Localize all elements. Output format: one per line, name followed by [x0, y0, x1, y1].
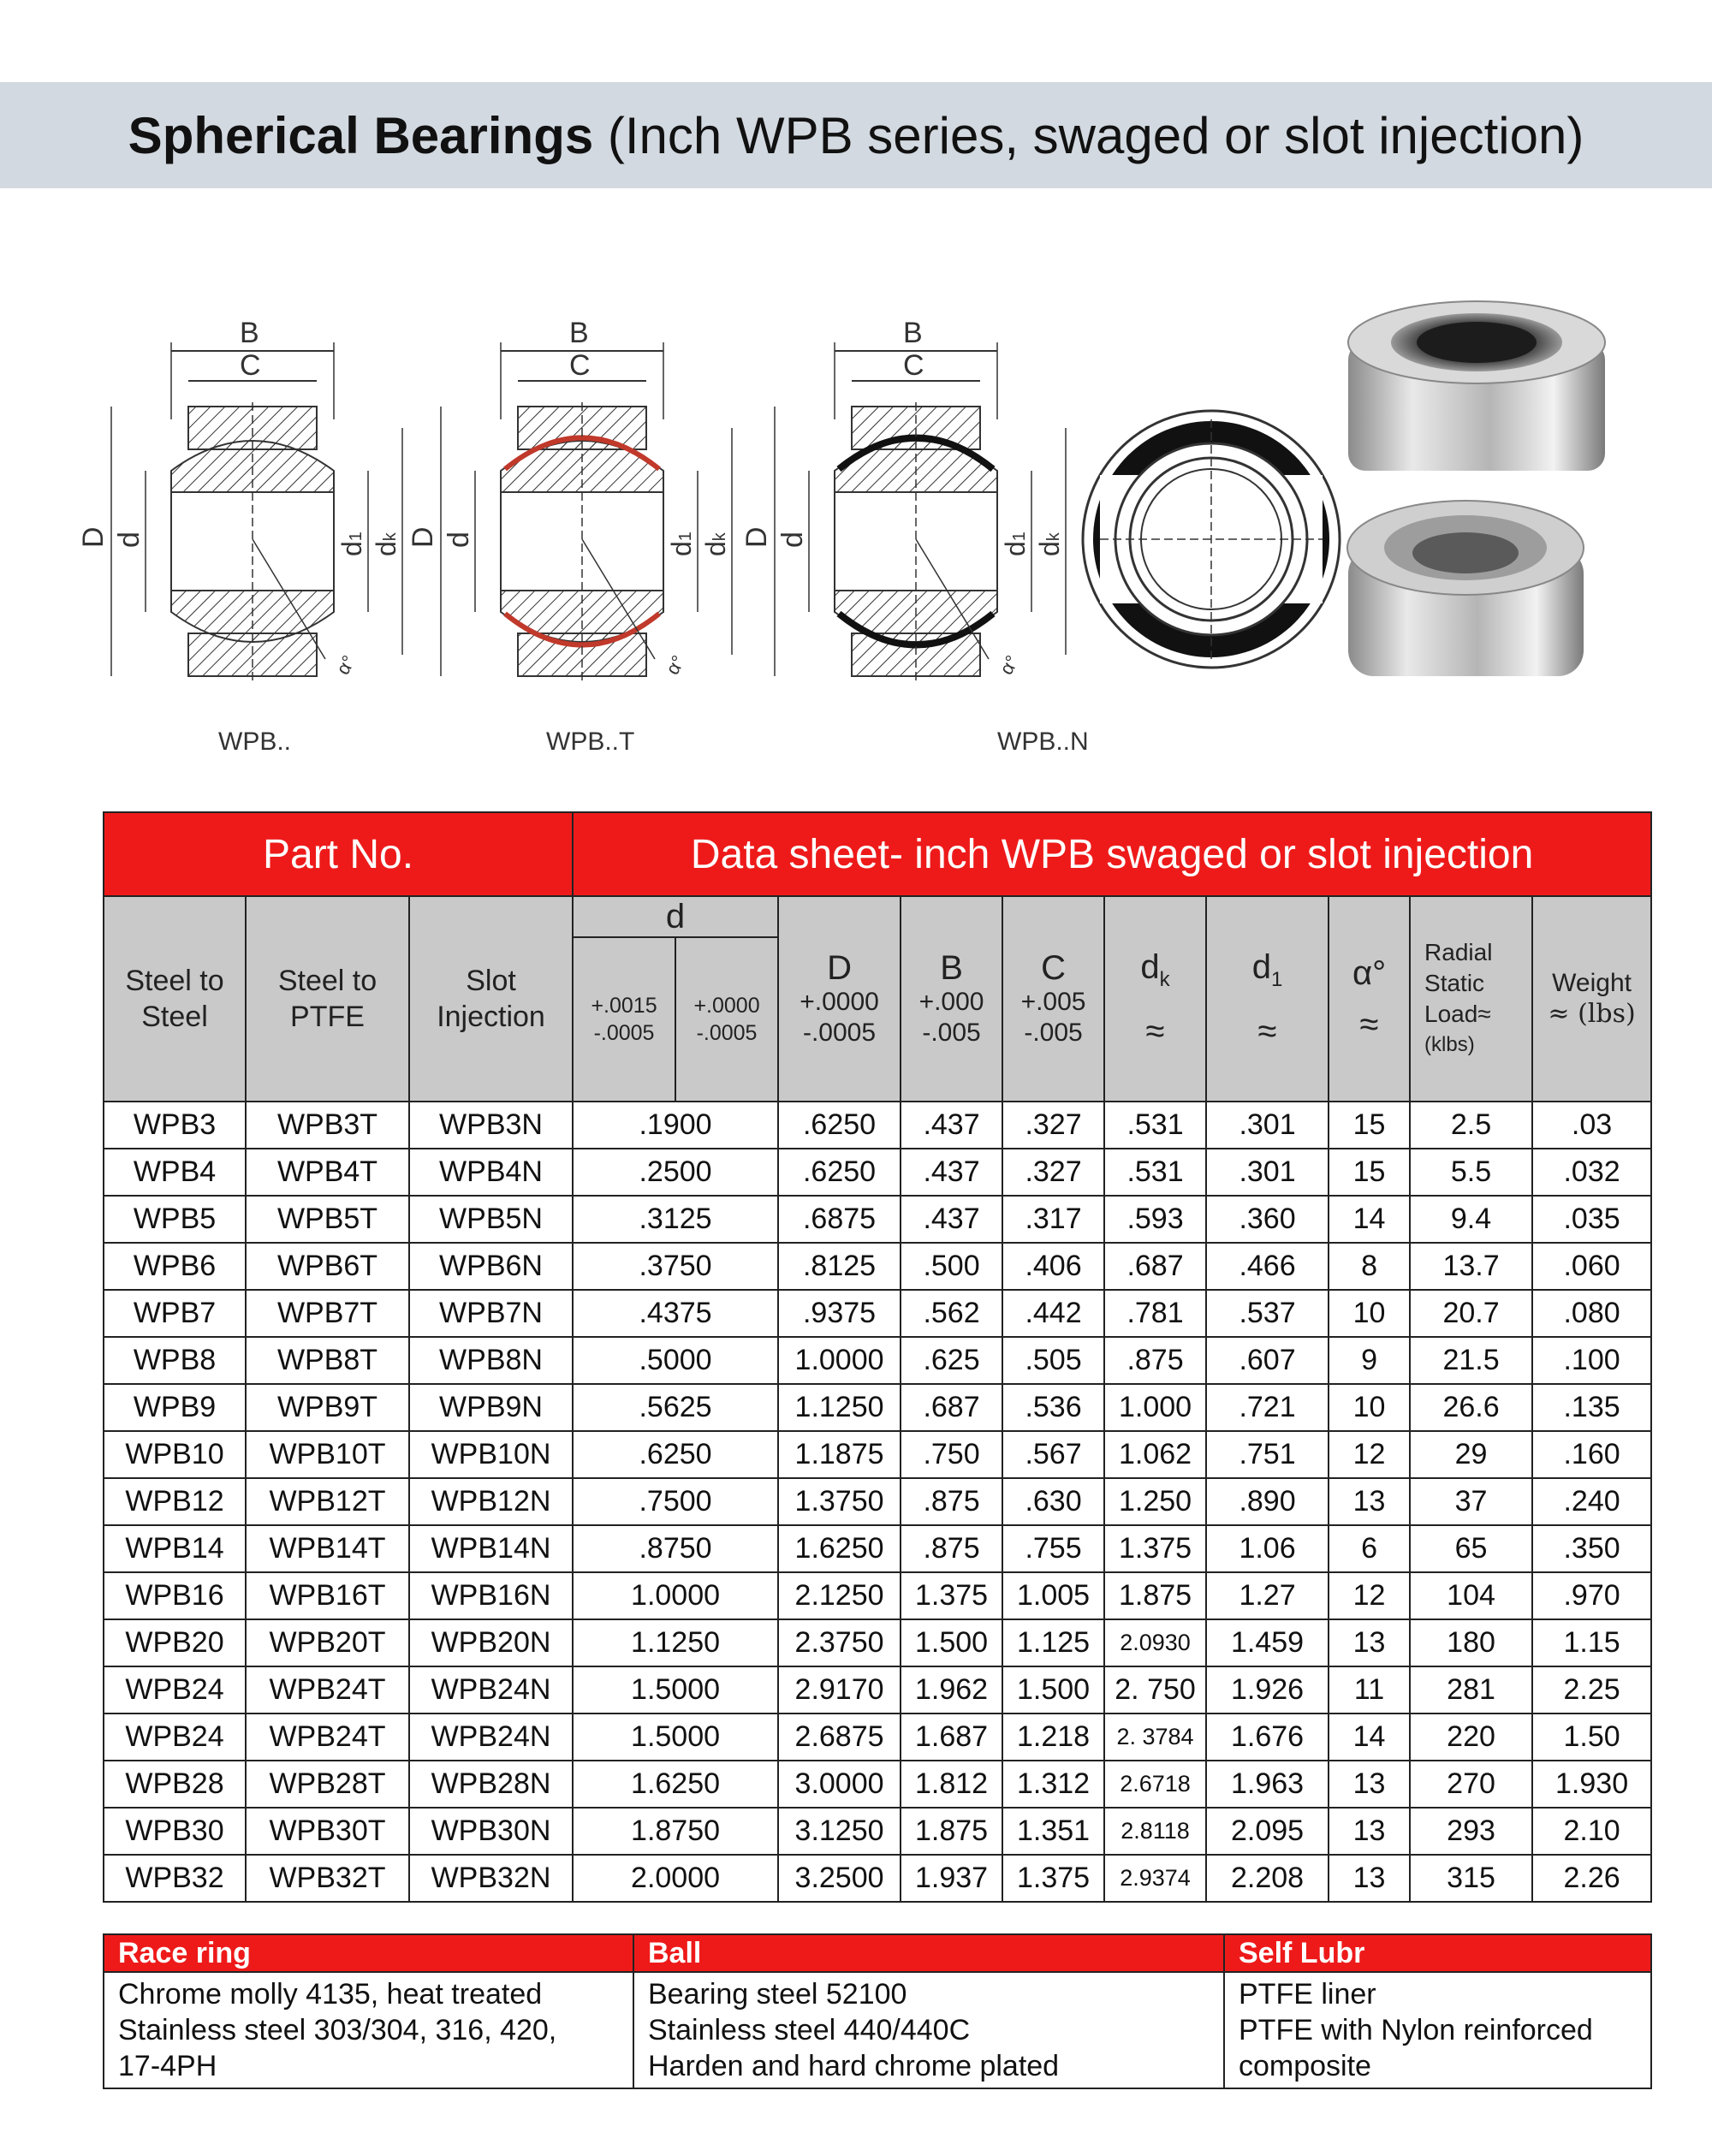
col-weight: Weight ≈ (lbs) — [1532, 896, 1651, 1102]
col-slot-injection: Slot Injection — [409, 896, 573, 1102]
self-lubr-header: Self Lubr — [1224, 1934, 1651, 1972]
table-row — [104, 1714, 1651, 1761]
cell-B: .437 — [901, 1196, 1002, 1243]
cell-C: 1.218 — [1002, 1714, 1104, 1761]
col-B: B +.000 -.005 — [901, 896, 1002, 1102]
cell-slot-injection: WPB10N — [409, 1431, 573, 1478]
cell-D: .9375 — [778, 1290, 901, 1337]
part-no-header: Part No. — [104, 812, 573, 896]
cell-B: 1.812 — [901, 1761, 1002, 1808]
cell-C: .406 — [1002, 1243, 1104, 1290]
page-title: Spherical Bearings (Inch WPB series, swaged or slot injection) — [128, 106, 1584, 164]
cell-D: 2.6875 — [778, 1714, 901, 1761]
cell-D: 1.1250 — [778, 1384, 901, 1431]
cell-dk: 2. 3784 — [1104, 1714, 1206, 1761]
cell-weight: 1.930 — [1532, 1761, 1651, 1808]
cell-weight: 2.25 — [1532, 1666, 1651, 1714]
cell-alpha: 10 — [1329, 1290, 1410, 1337]
cell-d: .5000 — [573, 1337, 778, 1384]
cell-radial-load: 37 — [1410, 1478, 1532, 1525]
cell-slot-injection: WPB3N — [409, 1102, 573, 1149]
cell-d1: .466 — [1206, 1243, 1329, 1290]
cell-alpha: 13 — [1329, 1478, 1410, 1525]
cell-d1: .721 — [1206, 1384, 1329, 1431]
cell-steel-to-ptfe: WPB4T — [246, 1149, 409, 1196]
cell-radial-load: 293 — [1410, 1808, 1532, 1855]
dim-c-label: C — [569, 349, 591, 382]
cell-slot-injection: WPB16N — [409, 1572, 573, 1619]
cell-radial-load: 180 — [1410, 1619, 1532, 1666]
cell-d1: 1.27 — [1206, 1572, 1329, 1619]
cell-alpha: 12 — [1329, 1572, 1410, 1619]
cell-d1: .751 — [1206, 1431, 1329, 1478]
cell-d: 1.6250 — [573, 1761, 778, 1808]
cell-steel-to-steel: WPB32 — [104, 1855, 246, 1902]
cell-dk: .687 — [1104, 1243, 1206, 1290]
dim-D-label: D — [740, 526, 773, 548]
cell-steel-to-steel: WPB14 — [104, 1525, 246, 1572]
ball-materials: Bearing steel 52100 Stainless steel 440/440C Harden and hard chrome plated — [633, 1972, 1224, 2088]
figure-label-wpb-t: WPB..T — [546, 728, 635, 756]
table-row — [104, 1808, 1651, 1855]
cell-radial-load: 21.5 — [1410, 1337, 1532, 1384]
cell-dk: 1.875 — [1104, 1572, 1206, 1619]
cell-slot-injection: WPB8N — [409, 1337, 573, 1384]
cell-radial-load: 9.4 — [1410, 1196, 1532, 1243]
drawing-wpb — [77, 317, 402, 685]
table-row — [104, 1478, 1651, 1525]
cell-d: 1.5000 — [573, 1714, 778, 1761]
cell-D: 1.6250 — [778, 1525, 901, 1572]
cell-D: .6250 — [778, 1149, 901, 1196]
cell-steel-to-steel: WPB4 — [104, 1149, 246, 1196]
table-row — [104, 1102, 1651, 1149]
bearing-photo-top — [1348, 301, 1605, 471]
cell-slot-injection: WPB30N — [409, 1808, 573, 1855]
cell-slot-injection: WPB32N — [409, 1855, 573, 1902]
cell-weight: 2.26 — [1532, 1855, 1651, 1902]
cell-steel-to-ptfe: WPB12T — [246, 1478, 409, 1525]
cell-weight: 1.15 — [1532, 1619, 1651, 1666]
cell-steel-to-ptfe: WPB8T — [246, 1337, 409, 1384]
col-C: C +.005 -.005 — [1002, 896, 1104, 1102]
datasheet-table — [103, 811, 1652, 1903]
cell-d: .8750 — [573, 1525, 778, 1572]
cell-C: .755 — [1002, 1525, 1104, 1572]
cell-alpha: 14 — [1329, 1714, 1410, 1761]
cell-d1: 1.459 — [1206, 1619, 1329, 1666]
cell-slot-injection: WPB5N — [409, 1196, 573, 1243]
cell-C: .317 — [1002, 1196, 1104, 1243]
col-steel-to-steel: Steel to Steel — [104, 896, 246, 1102]
cell-D: 2.1250 — [778, 1572, 901, 1619]
cell-C: .442 — [1002, 1290, 1104, 1337]
cell-steel-to-ptfe: WPB14T — [246, 1525, 409, 1572]
cell-radial-load: 5.5 — [1410, 1149, 1532, 1196]
cell-d1: 2.095 — [1206, 1808, 1329, 1855]
slot-injection-view — [1083, 411, 1340, 668]
figure-label-wpb: WPB.. — [218, 728, 292, 756]
materials-table — [103, 1933, 1652, 2089]
cell-dk: 1.062 — [1104, 1431, 1206, 1478]
cell-C: .327 — [1002, 1102, 1104, 1149]
dim-b-label: B — [569, 317, 589, 349]
cell-alpha: 9 — [1329, 1337, 1410, 1384]
cell-d: .7500 — [573, 1478, 778, 1525]
drawings-svg — [0, 282, 1712, 796]
cell-weight: .035 — [1532, 1196, 1651, 1243]
cell-weight: .135 — [1532, 1384, 1651, 1431]
bearing-drawings — [0, 282, 1712, 796]
cell-radial-load: 26.6 — [1410, 1384, 1532, 1431]
self-lubr-materials: PTFE liner PTFE with Nylon reinforced composite — [1224, 1972, 1651, 2088]
cell-weight: .100 — [1532, 1337, 1651, 1384]
col-alpha: α° ≈ — [1329, 896, 1410, 1102]
cell-steel-to-steel: WPB7 — [104, 1290, 246, 1337]
cell-d1: 2.208 — [1206, 1855, 1329, 1902]
cell-D: .6875 — [778, 1196, 901, 1243]
bearing-photo-bottom — [1347, 501, 1584, 676]
dim-b-label: B — [903, 317, 923, 349]
cell-dk: .875 — [1104, 1337, 1206, 1384]
table-row — [104, 1855, 1651, 1902]
cell-slot-injection: WPB28N — [409, 1761, 573, 1808]
cell-steel-to-steel: WPB20 — [104, 1619, 246, 1666]
table-row — [104, 1619, 1651, 1666]
cell-D: 1.0000 — [778, 1337, 901, 1384]
dim-d-label: d — [113, 532, 146, 548]
cell-slot-injection: WPB14N — [409, 1525, 573, 1572]
cell-alpha: 6 — [1329, 1525, 1410, 1572]
cell-steel-to-ptfe: WPB7T — [246, 1290, 409, 1337]
cell-steel-to-steel: WPB6 — [104, 1243, 246, 1290]
cell-radial-load: 281 — [1410, 1666, 1532, 1714]
dim-d-label: d — [443, 532, 475, 548]
figure-label-wpb-n: WPB..N — [997, 728, 1089, 756]
cell-slot-injection: WPB24N — [409, 1666, 573, 1714]
cell-d1: 1.06 — [1206, 1525, 1329, 1572]
drawing-wpb-t — [407, 317, 732, 685]
cell-D: 2.3750 — [778, 1619, 901, 1666]
cell-d: 1.8750 — [573, 1808, 778, 1855]
dim-D-label: D — [407, 526, 439, 548]
cell-dk: 2.6718 — [1104, 1761, 1206, 1808]
cell-B: 1.375 — [901, 1572, 1002, 1619]
cell-B: 1.500 — [901, 1619, 1002, 1666]
cell-B: .500 — [901, 1243, 1002, 1290]
cell-d1: .301 — [1206, 1149, 1329, 1196]
cell-steel-to-ptfe: WPB20T — [246, 1619, 409, 1666]
cell-B: .437 — [901, 1102, 1002, 1149]
cell-radial-load: 315 — [1410, 1855, 1532, 1902]
cell-d: .4375 — [573, 1290, 778, 1337]
alpha-label: α° — [331, 651, 360, 679]
cell-d: .3750 — [573, 1243, 778, 1290]
cell-weight: .060 — [1532, 1243, 1651, 1290]
dim-c-label: C — [240, 349, 261, 382]
cell-steel-to-ptfe: WPB10T — [246, 1431, 409, 1478]
cell-alpha: 8 — [1329, 1243, 1410, 1290]
cell-steel-to-steel: WPB9 — [104, 1384, 246, 1431]
cell-steel-to-ptfe: WPB16T — [246, 1572, 409, 1619]
cell-steel-to-steel: WPB16 — [104, 1572, 246, 1619]
table-row — [104, 1149, 1651, 1196]
cell-B: 1.687 — [901, 1714, 1002, 1761]
datasheet-rows — [104, 1102, 1651, 1902]
cell-D: 1.1875 — [778, 1431, 901, 1478]
cell-dk: 2. 750 — [1104, 1666, 1206, 1714]
cell-d1: .607 — [1206, 1337, 1329, 1384]
cell-steel-to-ptfe: WPB5T — [246, 1196, 409, 1243]
cell-steel-to-ptfe: WPB24T — [246, 1714, 409, 1761]
cell-B: .687 — [901, 1384, 1002, 1431]
cell-dk: 1.375 — [1104, 1525, 1206, 1572]
cell-d1: 1.926 — [1206, 1666, 1329, 1714]
cell-d: .1900 — [573, 1102, 778, 1149]
cell-weight: .240 — [1532, 1478, 1651, 1525]
cell-steel-to-steel: WPB8 — [104, 1337, 246, 1384]
cell-alpha: 14 — [1329, 1196, 1410, 1243]
cell-steel-to-ptfe: WPB24T — [246, 1666, 409, 1714]
cell-steel-to-steel: WPB24 — [104, 1666, 246, 1714]
cell-C: .327 — [1002, 1149, 1104, 1196]
cell-d1: 1.676 — [1206, 1714, 1329, 1761]
cell-B: 1.962 — [901, 1666, 1002, 1714]
cell-slot-injection: WPB12N — [409, 1478, 573, 1525]
race-ring-materials: Chrome molly 4135, heat treated Stainless steel 303/304, 316, 420, 17-4PH — [104, 1972, 633, 2088]
cell-d: .2500 — [573, 1149, 778, 1196]
cell-dk: 2.8118 — [1104, 1808, 1206, 1855]
table-row — [104, 1290, 1651, 1337]
alpha-label: α° — [995, 651, 1024, 679]
cell-B: .875 — [901, 1478, 1002, 1525]
dim-d1-label: d1 — [336, 532, 367, 556]
cell-slot-injection: WPB9N — [409, 1384, 573, 1431]
cell-steel-to-ptfe: WPB6T — [246, 1243, 409, 1290]
cell-d1: 1.963 — [1206, 1761, 1329, 1808]
cell-B: .750 — [901, 1431, 1002, 1478]
datasheet-title-header: Data sheet- inch WPB swaged or slot injection — [573, 812, 1651, 896]
cell-dk: .593 — [1104, 1196, 1206, 1243]
cell-B: .625 — [901, 1337, 1002, 1384]
cell-radial-load: 104 — [1410, 1572, 1532, 1619]
table-row — [104, 1431, 1651, 1478]
dim-dk-label: dk — [700, 532, 731, 556]
cell-weight: .350 — [1532, 1525, 1651, 1572]
cell-slot-injection: WPB4N — [409, 1149, 573, 1196]
cell-radial-load: 220 — [1410, 1714, 1532, 1761]
cell-C: .505 — [1002, 1337, 1104, 1384]
table-row — [104, 1761, 1651, 1808]
cell-steel-to-steel: WPB28 — [104, 1761, 246, 1808]
cell-radial-load: 29 — [1410, 1431, 1532, 1478]
cell-slot-injection: WPB20N — [409, 1619, 573, 1666]
cell-alpha: 15 — [1329, 1149, 1410, 1196]
cell-C: 1.005 — [1002, 1572, 1104, 1619]
ball-header: Ball — [633, 1934, 1224, 1972]
cell-steel-to-steel: WPB12 — [104, 1478, 246, 1525]
cell-C: .630 — [1002, 1478, 1104, 1525]
cell-B: .562 — [901, 1290, 1002, 1337]
cell-weight: .080 — [1532, 1290, 1651, 1337]
col-d-tol-1: +.0015 -.0005 — [573, 937, 675, 1102]
title-bar — [0, 82, 1712, 188]
cell-D: 3.0000 — [778, 1761, 901, 1808]
table-row — [104, 1337, 1651, 1384]
table-row — [104, 1666, 1651, 1714]
col-radial-static-load: Radial Static Load≈ (klbs) — [1410, 896, 1532, 1102]
cell-D: 3.2500 — [778, 1855, 901, 1902]
cell-dk: .781 — [1104, 1290, 1206, 1337]
cell-d: .5625 — [573, 1384, 778, 1431]
cell-dk: .531 — [1104, 1102, 1206, 1149]
cell-d: .3125 — [573, 1196, 778, 1243]
cell-steel-to-steel: WPB30 — [104, 1808, 246, 1855]
cell-alpha: 13 — [1329, 1761, 1410, 1808]
cell-d: 2.0000 — [573, 1855, 778, 1902]
cell-weight: .03 — [1532, 1102, 1651, 1149]
cell-C: 1.312 — [1002, 1761, 1104, 1808]
cell-radial-load: 13.7 — [1410, 1243, 1532, 1290]
cell-d1: .301 — [1206, 1102, 1329, 1149]
col-D: D +.0000 -.0005 — [778, 896, 901, 1102]
cell-alpha: 15 — [1329, 1102, 1410, 1149]
cell-radial-load: 270 — [1410, 1761, 1532, 1808]
cell-steel-to-ptfe: WPB9T — [246, 1384, 409, 1431]
cell-C: 1.125 — [1002, 1619, 1104, 1666]
cell-weight: 1.50 — [1532, 1714, 1651, 1761]
col-dk: $d_k$ ≈ — [1104, 896, 1206, 1102]
cell-steel-to-steel: WPB3 — [104, 1102, 246, 1149]
cell-weight: .032 — [1532, 1149, 1651, 1196]
cell-dk: 2.9374 — [1104, 1855, 1206, 1902]
cell-D: .8125 — [778, 1243, 901, 1290]
cell-weight: .160 — [1532, 1431, 1651, 1478]
cell-alpha: 12 — [1329, 1431, 1410, 1478]
dim-d-label: d — [776, 532, 809, 548]
cell-dk: 2.0930 — [1104, 1619, 1206, 1666]
cell-C: 1.351 — [1002, 1808, 1104, 1855]
cell-radial-load: 65 — [1410, 1525, 1532, 1572]
col-d: d — [573, 896, 778, 937]
drawing-wpb-n — [740, 317, 1066, 685]
cell-D: .6250 — [778, 1102, 901, 1149]
cell-D: 2.9170 — [778, 1666, 901, 1714]
table-row — [104, 1525, 1651, 1572]
cell-slot-injection: WPB7N — [409, 1290, 573, 1337]
cell-steel-to-steel: WPB10 — [104, 1431, 246, 1478]
cell-alpha: 13 — [1329, 1619, 1410, 1666]
cell-weight: 2.10 — [1532, 1808, 1651, 1855]
cell-d: 1.5000 — [573, 1666, 778, 1714]
cell-d1: .360 — [1206, 1196, 1329, 1243]
cell-d1: .537 — [1206, 1290, 1329, 1337]
cell-C: 1.375 — [1002, 1855, 1104, 1902]
table-row — [104, 1384, 1651, 1431]
col-steel-to-ptfe: Steel to PTFE — [246, 896, 409, 1102]
table-row — [104, 1572, 1651, 1619]
col-d-tol-2: +.0000 -.0005 — [675, 937, 778, 1102]
cell-steel-to-ptfe: WPB30T — [246, 1808, 409, 1855]
dim-c-label: C — [903, 349, 924, 382]
cell-C: 1.500 — [1002, 1666, 1104, 1714]
cell-steel-to-ptfe: WPB32T — [246, 1855, 409, 1902]
cell-slot-injection: WPB6N — [409, 1243, 573, 1290]
dim-dk-label: dk — [371, 532, 401, 556]
cell-B: .875 — [901, 1525, 1002, 1572]
cell-steel-to-steel: WPB24 — [104, 1714, 246, 1761]
cell-steel-to-ptfe: WPB3T — [246, 1102, 409, 1149]
table-row — [104, 1196, 1651, 1243]
cell-d: 1.0000 — [573, 1572, 778, 1619]
cell-steel-to-ptfe: WPB28T — [246, 1761, 409, 1808]
cell-B: 1.875 — [901, 1808, 1002, 1855]
cell-steel-to-steel: WPB5 — [104, 1196, 246, 1243]
cell-alpha: 13 — [1329, 1855, 1410, 1902]
table-row — [104, 1243, 1651, 1290]
cell-dk: .531 — [1104, 1149, 1206, 1196]
cell-alpha: 13 — [1329, 1808, 1410, 1855]
cell-B: 1.937 — [901, 1855, 1002, 1902]
cell-slot-injection: WPB24N — [409, 1714, 573, 1761]
cell-dk: 1.000 — [1104, 1384, 1206, 1431]
cell-d: 1.1250 — [573, 1619, 778, 1666]
race-ring-header: Race ring — [104, 1934, 633, 1972]
cell-d1: .890 — [1206, 1478, 1329, 1525]
cell-D: 3.1250 — [778, 1808, 901, 1855]
col-d1: $d_1$ ≈ — [1206, 896, 1329, 1102]
cell-dk: 1.250 — [1104, 1478, 1206, 1525]
dim-dk-label: dk — [1034, 532, 1065, 556]
dim-d1-label: d1 — [666, 532, 697, 556]
cell-weight: .970 — [1532, 1572, 1651, 1619]
cell-C: .536 — [1002, 1384, 1104, 1431]
dim-d1-label: d1 — [1000, 532, 1031, 556]
cell-d: .6250 — [573, 1431, 778, 1478]
dim-b-label: B — [240, 317, 259, 349]
cell-radial-load: 20.7 — [1410, 1290, 1532, 1337]
alpha-label: α° — [661, 651, 690, 679]
cell-B: .437 — [901, 1149, 1002, 1196]
dim-D-label: D — [77, 526, 110, 548]
cell-alpha: 11 — [1329, 1666, 1410, 1714]
cell-C: .567 — [1002, 1431, 1104, 1478]
cell-D: 1.3750 — [778, 1478, 901, 1525]
cell-alpha: 10 — [1329, 1384, 1410, 1431]
cell-radial-load: 2.5 — [1410, 1102, 1532, 1149]
